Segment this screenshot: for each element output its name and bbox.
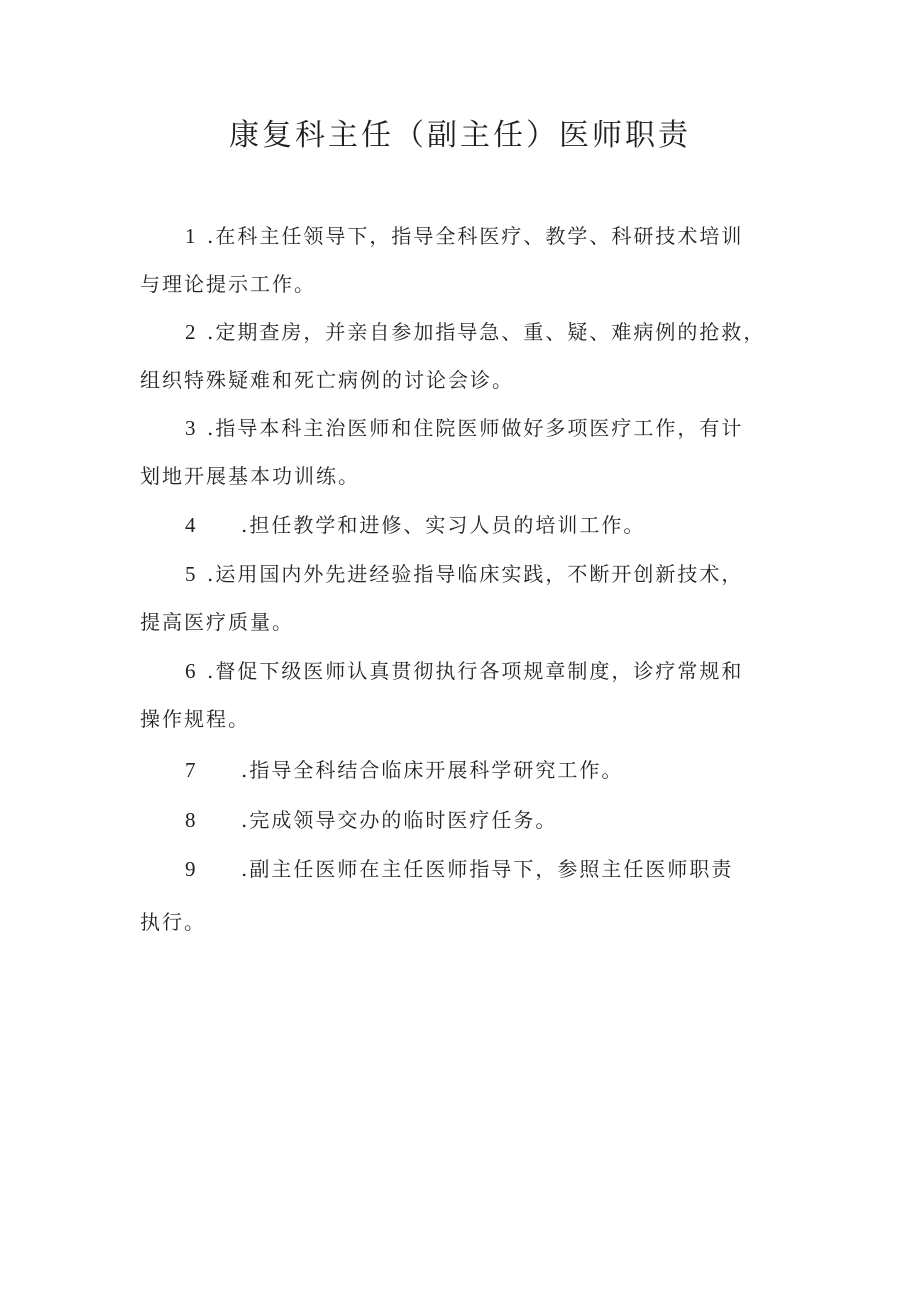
duty-item-4 <box>140 501 800 549</box>
duty-item-6-line-2: 操作规程。 <box>140 707 250 731</box>
duty-item-number: 7 <box>185 758 196 782</box>
duty-item-text: .运用国内外先进经验指导临床实践，不断开创新技术， <box>207 562 744 586</box>
duty-item-text: .完成领导交办的临时医疗任务。 <box>241 808 558 832</box>
duty-item-9-line-2: 执行。 <box>140 910 206 934</box>
duty-item-number: 6 <box>185 659 196 683</box>
duty-item-4-line-1 <box>140 501 800 549</box>
duty-item-1-line-1 <box>140 212 800 260</box>
duty-item-number: 4 <box>185 513 196 537</box>
duty-item-number: 9 <box>185 857 196 881</box>
duty-item-text: .指导全科结合临床开展科学研究工作。 <box>241 758 624 782</box>
duty-item-9 <box>140 845 800 946</box>
duty-item-text: .指导本科主治医师和住院医师做好多项医疗工作，有计 <box>207 416 744 440</box>
duty-item-number: 8 <box>185 808 196 832</box>
duty-item-3-line-2: 划地开展基本功训练。 <box>140 464 360 488</box>
duty-item-2-line-2: 组织特殊疑难和死亡病例的讨论会诊。 <box>140 368 514 392</box>
duty-item-number: 5 <box>185 562 196 586</box>
duty-item-9-line-1 <box>140 845 800 893</box>
duty-item-2 <box>140 308 800 404</box>
duty-item-text: .在科主任领导下，指导全科医疗、教学、科研技术培训 <box>207 224 744 248</box>
duty-item-5 <box>140 550 800 646</box>
duty-item-1 <box>140 212 800 308</box>
duty-item-3-line-1 <box>140 404 800 452</box>
duty-item-3 <box>140 404 800 500</box>
duty-item-text: .担任教学和进修、实习人员的培训工作。 <box>241 513 646 537</box>
duty-item-6-line-1 <box>140 647 800 695</box>
duty-item-2-line-1 <box>140 308 800 356</box>
duty-item-number: 1 <box>185 224 196 248</box>
duty-item-text: .督促下级医师认真贯彻执行各项规章制度，诊疗常规和 <box>207 659 744 683</box>
duty-item-8 <box>140 796 800 844</box>
duty-item-7-line-1 <box>140 746 800 794</box>
duty-item-6 <box>140 647 800 743</box>
duty-item-7 <box>140 746 800 794</box>
page-title: 康复科主任（副主任）医师职责 <box>229 118 691 153</box>
duty-item-5-line-2: 提高医疗质量。 <box>140 610 294 634</box>
duty-item-8-line-1 <box>140 796 800 844</box>
duty-item-text: .副主任医师在主任医师指导下，参照主任医师职责 <box>241 857 734 881</box>
duty-item-number: 3 <box>185 416 196 440</box>
duty-item-text: .定期查房，并亲自参加指导急、重、疑、难病例的抢救， <box>207 320 766 344</box>
duty-item-5-line-1 <box>140 550 800 598</box>
duty-item-1-line-2: 与理论提示工作。 <box>140 272 316 296</box>
duty-item-number: 2 <box>185 320 196 344</box>
